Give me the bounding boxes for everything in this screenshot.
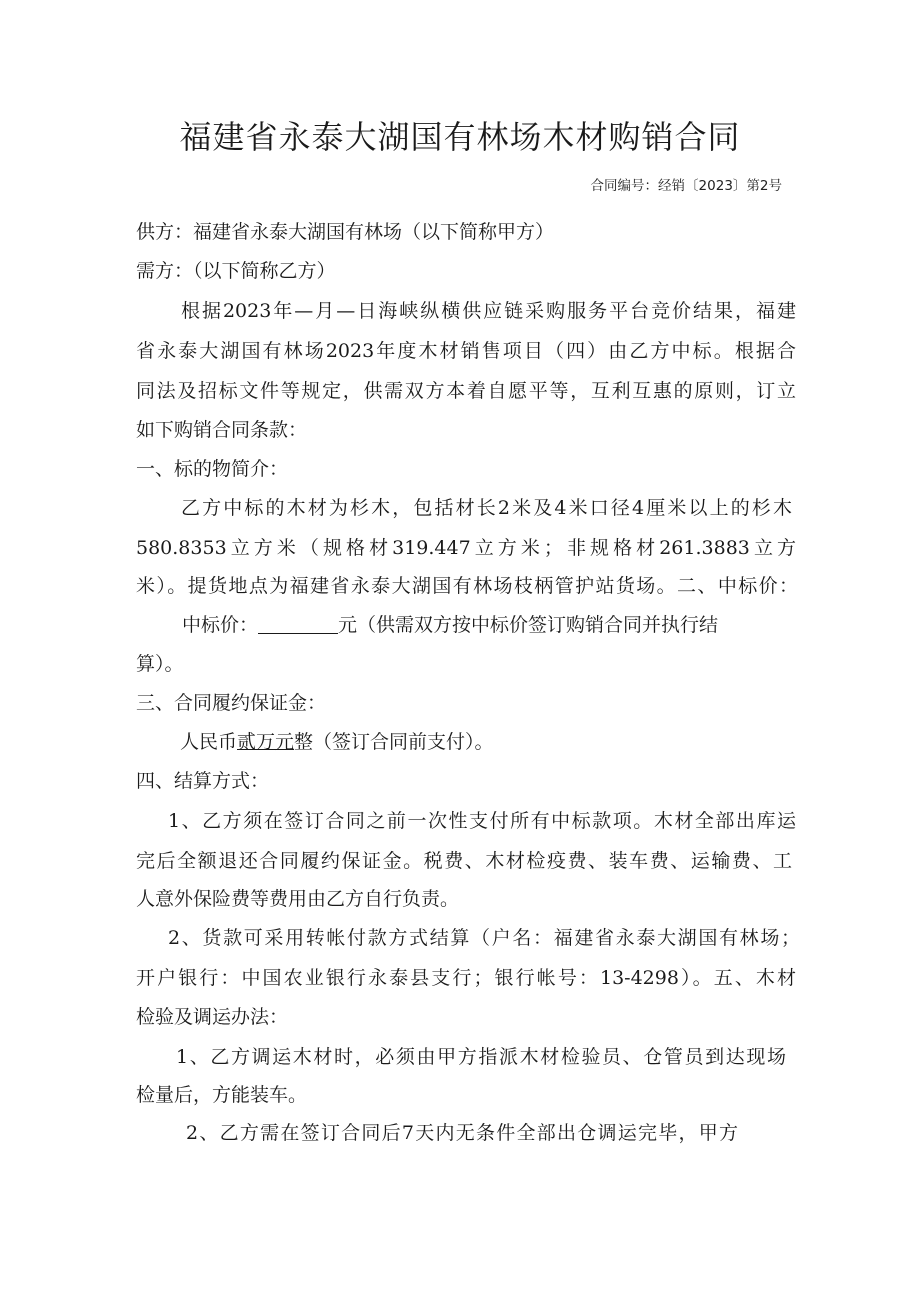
section-4-item-2-line-1: 2、货款可采用转帐付款方式结算（户名：福建省永泰大湖国有林场； xyxy=(168,927,800,949)
section-1-line-1: 乙方中标的木材为杉木，包括材长2米及4米口径4厘米以上的杉木 xyxy=(181,497,792,519)
document-title: 福建省永泰大湖国有林场木材购销合同 xyxy=(179,118,741,156)
deposit-amount: 贰万元 xyxy=(237,731,295,753)
section-2-price-line xyxy=(182,612,752,638)
section-2-end: 算）。 xyxy=(136,653,184,675)
section-3-heading: 三、合同履约保证金： xyxy=(136,692,327,714)
section-5-item-2-line-1: 2、乙方需在签订合同后7天内无条件全部出仓调运完毕，甲方 xyxy=(186,1122,738,1144)
intro-line-1: 根据2023年—月—日海峡纵横供应链采购服务平台竞价结果，福建 xyxy=(181,300,796,322)
intro-line-3: 同法及招标文件等规定，供需双方本着自愿平等，互利互惠的原则，订立 xyxy=(136,380,796,402)
section-4-item-2-line-3: 检验及调运办法： xyxy=(136,1006,289,1028)
price-blank[interactable] xyxy=(258,615,338,634)
contract-number: 合同编号：经销〔2023〕第2号 xyxy=(590,178,782,194)
section-4-item-2-line-2: 开户银行：中国农业银行永泰县支行；银行帐号：13-4298）。五、木材 xyxy=(136,967,796,989)
deposit-prefix: 人民币 xyxy=(180,731,238,753)
section-1-line-2: 580.8353立方米（规格材319.447立方米；非规格材261.3883立方 xyxy=(136,537,796,559)
section-4-item-1-line-3: 人意外保险费等费用由乙方自行负责。 xyxy=(136,888,460,910)
section-5-item-1-line-2: 检量后，方能装车。 xyxy=(136,1084,308,1106)
price-suffix: 元（供需双方按中标价签订购销合同并执行结 xyxy=(338,614,719,636)
buyer-line: 需方：（以下简称乙方） xyxy=(136,260,336,282)
price-label: 中标价： xyxy=(182,614,259,636)
section-1-heading: 一、标的物简介： xyxy=(136,458,289,480)
section-4-heading: 四、结算方式： xyxy=(136,770,270,792)
intro-line-4: 如下购销合同条款： xyxy=(136,419,308,441)
section-4-item-1-line-1: 1、乙方须在签订合同之前一次性支付所有中标款项。木材全部出库运 xyxy=(168,810,796,832)
section-3-deposit-line xyxy=(180,729,580,755)
section-5-item-1-line-1: 1、乙方调运木材时，必须由甲方指派木材检验员、仓管员到达现场 xyxy=(176,1046,786,1068)
section-1-line-3: 米）。提货地点为福建省永泰大湖国有林场枝柄管护站货场。二、中标价： xyxy=(136,575,798,597)
deposit-suffix: 整（签订合同前支付）。 xyxy=(294,731,494,753)
section-4-item-1-line-2: 完后全额退还合同履约保证金。税费、木材检疫费、装车费、运输费、工 xyxy=(136,850,792,872)
supplier-line: 供方：福建省永泰大湖国有林场（以下简称甲方） xyxy=(136,221,555,243)
intro-line-2: 省永泰大湖国有林场2023年度木材销售项目（四）由乙方中标。根据合 xyxy=(136,340,796,362)
